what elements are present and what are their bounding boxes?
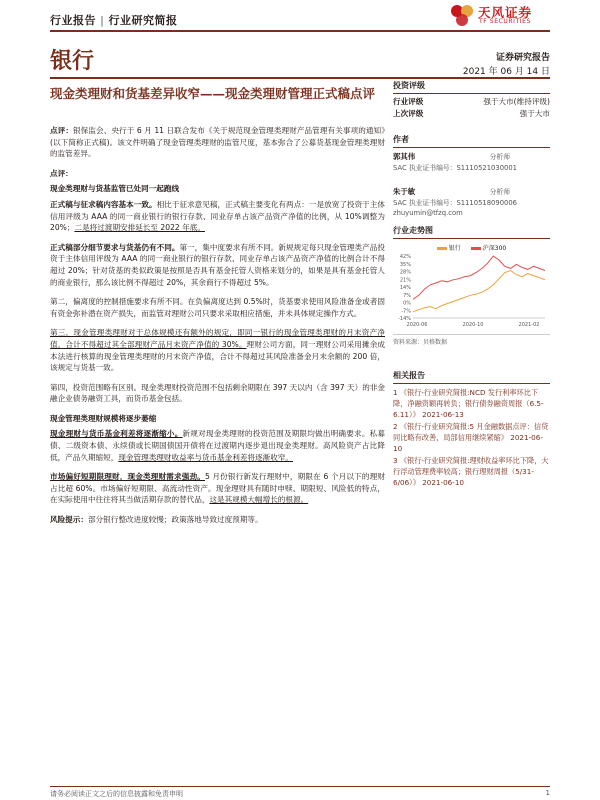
comment-subtitle: 现金类理财与货基监管已处同一起跑线 xyxy=(50,184,180,194)
paragraph-7 xyxy=(50,471,385,506)
p2-text: 第一，集中度要求有所不同。新规规定每只现金管理类产品投资于主体信用评级为 AAA 的同一商业银行的银行存款、同业存单占该产品资产净值的比例合计不得超过 20%；针对货基的类似政策是按照是否具有基金托管人资格来划分的，如果是具有基金托管人的商业银行，那么该比例不得超过 20%，其余商行不得超过 5%。 xyxy=(50,242,385,287)
p7-bold: 市场偏好短期限理财，现金类理财需求强劲。 xyxy=(50,472,206,482)
related-report-3[interactable]: 3 《银行-行业研究简报:理财收益率环比下降，大行浮动管理费率较高；银行理财周报（5/31-6/06）》 2021-06-10 xyxy=(393,456,549,487)
y-tick-label: 28% xyxy=(399,269,411,276)
p1-text: 相比于征求意见稿，正式稿主要变化有两点：一是放宽了投资于主体信用评级为 AAA 的同一商业银行的银行存款、同业存单占该产品资产净值的比例，从 10%调整为 20%； xyxy=(50,199,386,233)
report-date: 2021 年 06 月 14 日 xyxy=(462,67,550,77)
related-header: 相关报告 xyxy=(393,370,550,384)
y-tick-label: 7% xyxy=(403,292,411,299)
rating-row xyxy=(393,96,550,108)
prev-rating-value: 强于大市 xyxy=(519,109,550,118)
p2-bold: 正式稿部分细节要求与货基仍有不同。 xyxy=(50,242,180,252)
comment-label: 点评： xyxy=(50,168,73,178)
y-tick-label: -7% xyxy=(401,308,411,315)
risk-label: 风险提示： xyxy=(50,515,88,525)
risk-paragraph xyxy=(50,514,385,526)
section-subtitle-2: 现金管理类理财规模将逐步萎缩 xyxy=(50,413,157,423)
paragraph-4 xyxy=(50,327,385,373)
p6-bold: 现金理财与货币基金利差将逐渐缩小。 xyxy=(50,429,183,439)
analyst-2-cert: SAC 执业证书编号：S1110518090006 xyxy=(393,198,517,207)
y-tick-label: 42% xyxy=(399,254,411,260)
main-column xyxy=(50,125,385,534)
authors-block xyxy=(393,134,550,219)
x-tick-label: 2021-02 xyxy=(518,322,540,328)
legend-hs300: 沪深300 xyxy=(471,243,506,252)
logo xyxy=(448,2,558,28)
related-report-1[interactable]: 1 《银行-行业研究简报:NCD 发行利率环比下降，净融资额再转负；银行债券融资周报（6.5-6.11）》 2021-06-13 xyxy=(393,388,544,419)
related-list xyxy=(393,387,550,488)
p7-underlined: 这是其规模大幅增长的根源。 xyxy=(209,495,309,505)
trend-header: 行业走势图 xyxy=(393,225,550,239)
footer xyxy=(50,789,550,799)
analyst-2-name: 朱于敏 xyxy=(393,186,416,196)
analyst-1-role: 分析师 xyxy=(489,153,510,161)
analyst-1 xyxy=(393,151,550,174)
rating-label: 行业评级 xyxy=(393,97,424,106)
trend-block xyxy=(393,225,550,346)
legend-bank: 银行 xyxy=(437,243,461,252)
logo-mark-icon xyxy=(448,2,476,28)
report-type: 证券研究报告 xyxy=(495,53,550,63)
p4-text: 理财公司方面，同一理财公司采用摊余成本法进行核算的现金管理类理财的月末资产净值，合计不得超过其风险准备金月末余额的 200 倍，该规定与货基一致。 xyxy=(50,339,385,373)
p4-underlined: 第三，现金管理类理财对于总体规模还有额外的规定，即同一银行的现金管理类理财的月末资产净值，合计不得超过其全部理财产品月末资产净值的 30%。 xyxy=(50,328,385,349)
logo-name: 天风证券 xyxy=(478,5,533,20)
paragraph-2 xyxy=(50,242,385,288)
prev-rating-label: 上次评级 xyxy=(393,109,424,118)
paragraph-6 xyxy=(50,428,385,463)
p7-text: 5 月份银行新发行理财中，期限在 6 个月以下的理财占比超 60%。市场偏好短期限、高流动性资产。现金理财具有随时申赎、期限短、风险低的特点，在实际使用中往往将其当做活期存款的替代品， xyxy=(50,472,385,505)
y-tick-label: 21% xyxy=(399,277,411,284)
page-number: 1 xyxy=(545,789,550,797)
y-tick-label: 14% xyxy=(399,285,411,291)
header-subcategory: 行业研究简报 xyxy=(108,14,178,27)
footer-disclaimer: 请务必阅读正文之后的信息披露和免责申明 xyxy=(50,790,183,798)
analyst-2 xyxy=(393,186,550,219)
p1-bold: 正式稿与征求稿内容基本一致。 xyxy=(50,199,157,209)
related-block xyxy=(393,370,550,489)
header-divider xyxy=(50,30,550,32)
p6-underlined: 现金管理类理财收益率与货币基金利差将逐渐收窄。 xyxy=(118,452,293,462)
x-tick-label: 2020-06 xyxy=(406,322,428,328)
rating-block xyxy=(393,80,550,120)
y-tick-label: 35% xyxy=(399,261,411,268)
analyst-1-cert: SAC 执业证书编号：S1110521030001 xyxy=(393,164,517,172)
x-tick-label: 2020-10 xyxy=(462,322,484,328)
y-tick-label: -14% xyxy=(398,316,411,322)
p6-text: 新规对现金类理财的投资范围及期限均做出明确要求。私募债、二级资本债、永续债或长期国债国开债将在过渡期内逐步退出现金类理财。高风险资产占比降低，产品久期缩短， xyxy=(50,429,386,462)
sector-title: 银行 xyxy=(50,49,95,74)
prev-rating-row xyxy=(393,108,550,120)
header-separator: | xyxy=(100,14,105,27)
analyst-2-email[interactable]: zhuyumin@tfzq.com xyxy=(393,209,463,217)
header-category: 行业报告 xyxy=(50,14,96,27)
rating-value: 强于大市(维持评级) xyxy=(483,97,550,106)
events-paragraph xyxy=(50,125,385,160)
p1-underlined: 二是将过渡期安排延长至 2022 年底。 xyxy=(74,223,205,233)
events-body: 银保监会、央行于 6 月 11 日联合发布《关于规范现金管理类理财产品管理有关事项的通知》(以下简称正式稿)。该文件明确了现金管理类理财的监管尺度，基本弥合了公募货基现金管理类理财的监管差异。 xyxy=(50,126,385,159)
chart-source: 资料来源：贝格数据 xyxy=(393,334,550,346)
trend-chart xyxy=(393,252,550,330)
analyst-2-role: 分析师 xyxy=(489,187,510,196)
header-breadcrumb xyxy=(50,12,178,28)
paragraph-3: 第二，偏离度的控制措施要求有所不同。在负偏离度达到 0.5%时，货基要求使用风险准备金或者固有资金弥补潜在资产损失，而监管对理财公司只要求采取相应措施，并未具体规定操作方式。 xyxy=(50,297,385,318)
risk-text: 部分银行整改进度较慢；政策落地导致过度预期等。 xyxy=(87,515,263,525)
authors-header: 作者 xyxy=(393,134,550,148)
report-title: 现金类理财和货基差异收窄——现金类理财管理正式稿点评 xyxy=(50,86,376,101)
chart-legend xyxy=(393,243,550,252)
related-report-2[interactable]: 2 《银行-行业研究简报:5 月金融数据点评：信贷同比略有改善，局部信用继续紧缩》 2021-06-10 xyxy=(393,422,549,453)
analyst-1-name: 郭其伟 xyxy=(393,152,416,161)
paragraph-1 xyxy=(50,199,385,234)
sector-divider xyxy=(50,77,550,79)
rating-header: 投资评级 xyxy=(393,80,550,94)
series-line-0 xyxy=(413,271,545,312)
footer-divider xyxy=(50,786,550,787)
paragraph-5: 第四，投资范围略有区别。现金类理财投资范围不包括剩余期限在 397 天以内（含 397 天）的非金融企业债务融资工具，而货币基金包括。 xyxy=(50,382,385,404)
y-tick-label: 0% xyxy=(403,300,411,307)
events-lead: 点评： xyxy=(50,126,74,135)
logo-subtitle: TF SECURITIES xyxy=(479,18,531,25)
